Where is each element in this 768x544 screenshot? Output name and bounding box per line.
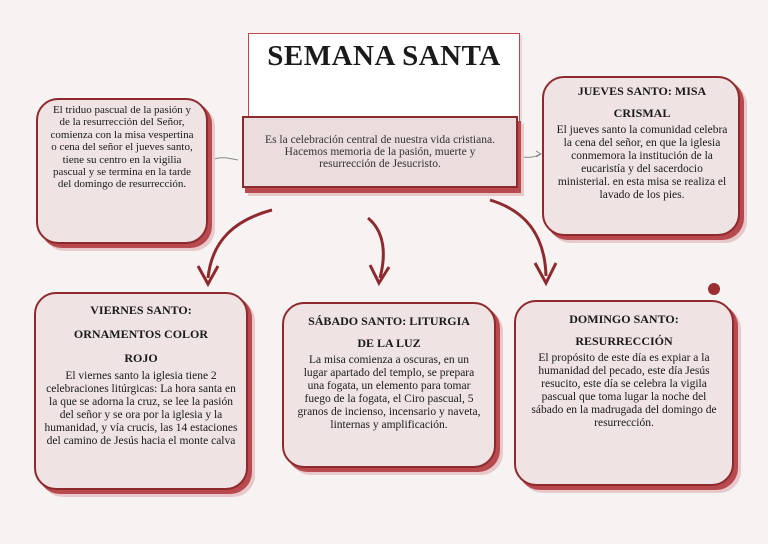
- viernes-text: El viernes santo la iglesia tiene 2 celebraciones litúrgicas: La hora santa en la que se adorna la cruz, se lee la pasión del señor y se ora por la iglesia y la humanidad, y vía crucis, las 14 estaciones del camino de Jesús hacia el monte calva: [44, 370, 238, 447]
- triduo-box: [36, 98, 208, 244]
- arrow-to-domingo: [490, 200, 546, 276]
- viernes-box: [34, 292, 248, 490]
- decorative-dot: [708, 283, 720, 295]
- left-connector-arrow: [212, 158, 238, 160]
- jueves-title: JUEVES SANTO: MISA CRISMAL: [577, 84, 707, 120]
- sabado-box: [282, 302, 496, 468]
- jueves-box: [542, 76, 740, 236]
- intro-text: Es la celebración central de nuestra vida cristiana. Hacemos memoria de la pasión, muerte y resurrección de Jesucristo.: [265, 133, 495, 170]
- domingo-title: DOMINGO SANTO: RESURRECCIÓN: [569, 312, 679, 348]
- title-box: [248, 33, 520, 123]
- sabado-text: La misa comienza a oscuras, en un lugar apartado del templo, se prepara una fogata, un elemento para tomar fuego de la fogata, el Ciro pascual, 5 granos de incienso, incensario y naveta, linternas y amplificación.: [297, 354, 481, 431]
- arrow-to-sabado: [368, 218, 383, 278]
- jueves-text: El jueves santo la comunidad celebra la cena del señor, en que la iglesia conmemora la institución de la eucaristía y del sacerdocio ministerial. en esta misa se realiza el lavado de los pies.: [556, 124, 728, 201]
- sabado-title: SÁBADO SANTO: LITURGIA DE LA LUZ: [308, 314, 470, 350]
- page-title: SEMANA SANTA: [267, 40, 501, 72]
- viernes-title: VIERNES SANTO: ORNAMENTOS COLOR ROJO: [73, 303, 209, 365]
- intro-box: [242, 116, 518, 188]
- domingo-text: El propósito de este día es expiar a la humanidad del pecado, este día Jesús resucito, este día se celebra la vigila pascual que toma lugar la noche del sábado en la madrugada del domingo de resurrección.: [531, 352, 717, 429]
- domingo-box: [514, 300, 734, 486]
- triduo-text: El triduo pascual de la pasión y de la resurrección del Señor, comienza con la misa vespertina o cena del señor el jueves santo, tiene su centro en la vigilia pascual y se termina en la tarde del domingo de resurrección.: [50, 104, 194, 191]
